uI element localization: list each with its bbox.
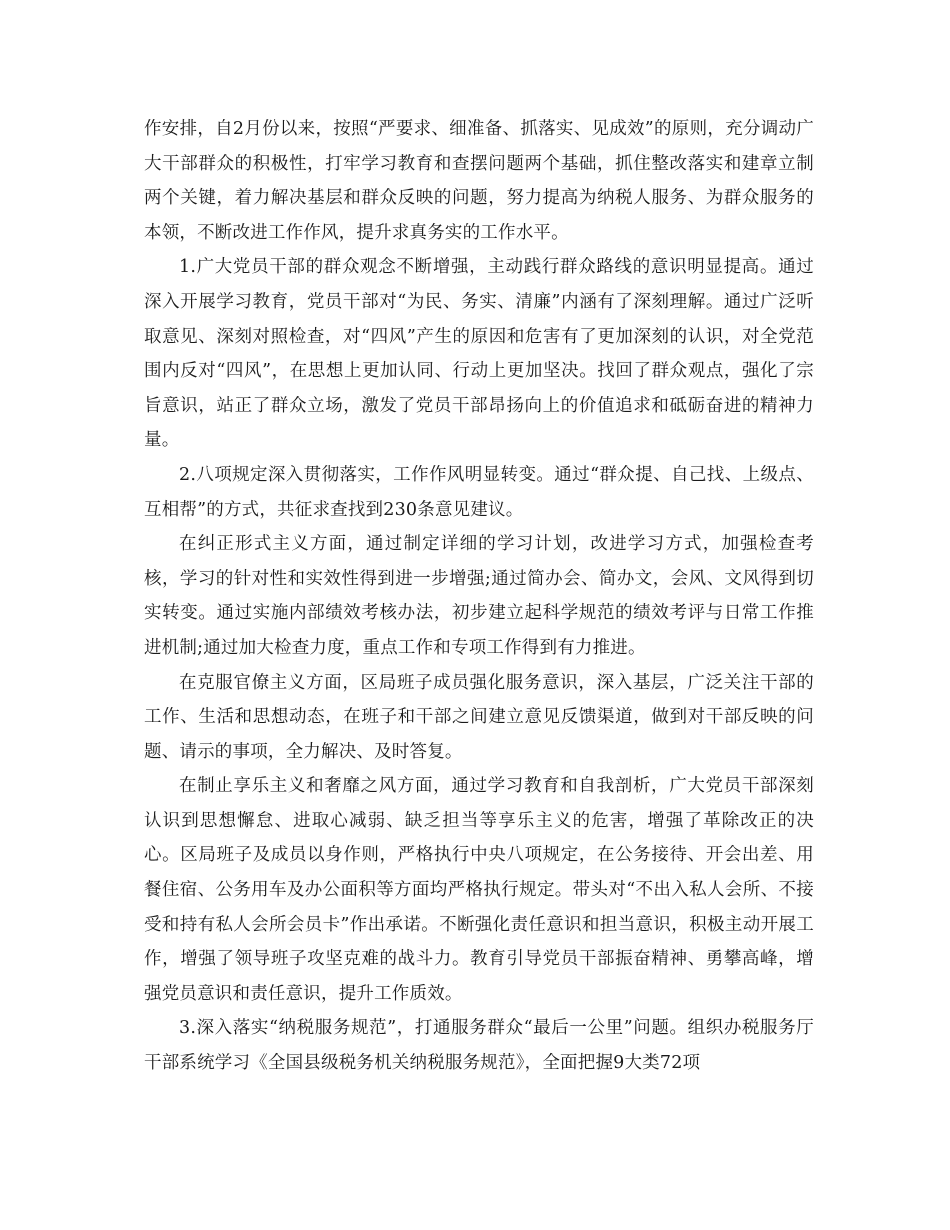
paragraph-point-2: 2.八项规定深入贯彻落实，工作作风明显转变。通过“群众提、自己找、上级点、互相帮”的方式，共征求查找到230条意见建议。 xyxy=(144,464,814,520)
paragraph-formalism: 在纠正形式主义方面，通过制定详细的学习计划，改进学习方式，加强检查考核，学习的针对性和实效性得到进一步增强;通过简办会、简办文，会风、文风得到切实转变。通过实施内部绩效考核办法，初步建立起科学规范的绩效考评与日常工作推进机制;通过加大检查力度，重点工作和专项工作得到有力推进。 xyxy=(144,534,814,658)
paragraph-continued-intro: 作安排，自2月份以来，按照“严要求、细准备、抓落实、见成效”的原则，充分调动广大干部群众的积极性，打牢学习教育和查摆问题两个基础，抓住整改落实和建章立制两个关键，着力解决基层和群众反映的问题，努力提高为纳税人服务、为群众服务的本领，不断改进工作作风，提升求真务实的工作水平。 xyxy=(144,119,814,243)
paragraph-hedonism: 在制止享乐主义和奢靡之风方面，通过学习教育和自我剖析，广大党员干部深刻认识到思想懈怠、进取心减弱、缺乏担当等享乐主义的危害，增强了革除改正的决心。区局班子及成员以身作则，严格执行中央八项规定，在公务接待、开会出差、用餐住宿、公务用车及办公面积等方面均严格执行规定。带头对“不出入私人会所、不接受和持有私人会所会员卡”作出承诺。不断强化责任意识和担当意识，积极主动开展工作，增强了领导班子攻坚克难的战斗力。教育引导党员干部振奋精神、勇攀高峰，增强党员意识和责任意识，提升工作质效。 xyxy=(144,776,814,1004)
paragraph-point-3: 3.深入落实“纳税服务规范”，打通服务群众“最后一公里”问题。组织办税服务厅干部系统学习《全国县级税务机关纳税服务规范》，全面把握9大类72项 xyxy=(144,1018,814,1074)
paragraph-point-1: 1.广大党员干部的群众观念不断增强，主动践行群众路线的意识明显提高。通过深入开展学习教育，党员干部对“为民、务实、清廉”内涵有了深刻理解。通过广泛听取意见、深刻对照检查，对“四风”产生的原因和危害有了更加深刻的认识，对全党范围内反对“四风”，在思想上更加认同、行动上更加坚决。找回了群众观点，强化了宗旨意识，站正了群众立场，激发了党员干部昂扬向上的价值追求和砥砺奋进的精神力量。 xyxy=(144,257,814,451)
document-page xyxy=(144,112,814,1081)
paragraph-bureaucratism: 在克服官僚主义方面，区局班子成员强化服务意识，深入基层，广泛关注干部的工作、生活和思想动态，在班子和干部之间建立意见反馈渠道，做到对干部反映的问题、请示的事项，全力解决、及时答复。 xyxy=(144,672,814,762)
